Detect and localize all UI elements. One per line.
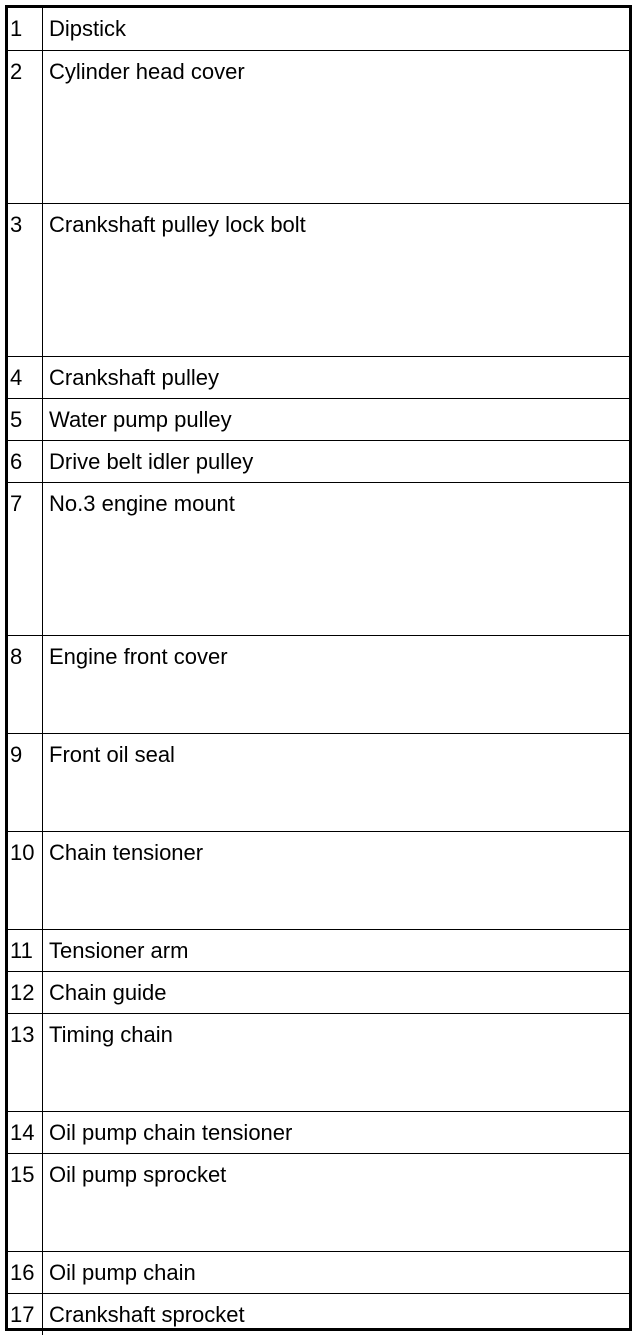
table-row bbox=[8, 635, 629, 733]
part-number: 4 bbox=[8, 356, 43, 398]
part-number: 2 bbox=[8, 50, 43, 203]
table-row bbox=[8, 971, 629, 1013]
table-row bbox=[8, 482, 629, 635]
table-row bbox=[8, 203, 629, 356]
part-name: Dipstick bbox=[43, 8, 630, 50]
part-name: Front oil seal bbox=[43, 733, 630, 831]
part-name: Water pump pulley bbox=[43, 398, 630, 440]
part-number: 6 bbox=[8, 440, 43, 482]
part-number: 15 bbox=[8, 1153, 43, 1251]
part-number: 12 bbox=[8, 971, 43, 1013]
part-name: Cylinder head cover bbox=[43, 50, 630, 203]
part-name: Timing chain bbox=[43, 1013, 630, 1111]
table-row bbox=[8, 929, 629, 971]
part-number: 17 bbox=[8, 1293, 43, 1335]
table-row bbox=[8, 1293, 629, 1335]
parts-table bbox=[8, 8, 629, 1335]
part-number: 9 bbox=[8, 733, 43, 831]
table-row bbox=[8, 440, 629, 482]
part-number: 13 bbox=[8, 1013, 43, 1111]
table-row bbox=[8, 1013, 629, 1111]
table-row bbox=[8, 8, 629, 50]
part-name: Crankshaft sprocket bbox=[43, 1293, 630, 1335]
part-name: Drive belt idler pulley bbox=[43, 440, 630, 482]
table-row bbox=[8, 1251, 629, 1293]
table-row bbox=[8, 356, 629, 398]
part-name: Chain guide bbox=[43, 971, 630, 1013]
part-name: Oil pump chain bbox=[43, 1251, 630, 1293]
part-name: Chain tensioner bbox=[43, 831, 630, 929]
part-number: 16 bbox=[8, 1251, 43, 1293]
table-row bbox=[8, 50, 629, 203]
part-number: 8 bbox=[8, 635, 43, 733]
part-number: 11 bbox=[8, 929, 43, 971]
part-name: Crankshaft pulley lock bolt bbox=[43, 203, 630, 356]
part-number: 7 bbox=[8, 482, 43, 635]
part-name: Crankshaft pulley bbox=[43, 356, 630, 398]
part-number: 14 bbox=[8, 1111, 43, 1153]
part-number: 5 bbox=[8, 398, 43, 440]
table-row bbox=[8, 1111, 629, 1153]
part-number: 1 bbox=[8, 8, 43, 50]
table-row bbox=[8, 1153, 629, 1251]
part-number: 3 bbox=[8, 203, 43, 356]
parts-legend-table bbox=[5, 5, 632, 1331]
part-name: Oil pump sprocket bbox=[43, 1153, 630, 1251]
table-row bbox=[8, 831, 629, 929]
table-row bbox=[8, 398, 629, 440]
part-number: 10 bbox=[8, 831, 43, 929]
part-name: Oil pump chain tensioner bbox=[43, 1111, 630, 1153]
part-name: Tensioner arm bbox=[43, 929, 630, 971]
table-row bbox=[8, 733, 629, 831]
part-name: Engine front cover bbox=[43, 635, 630, 733]
part-name: No.3 engine mount bbox=[43, 482, 630, 635]
